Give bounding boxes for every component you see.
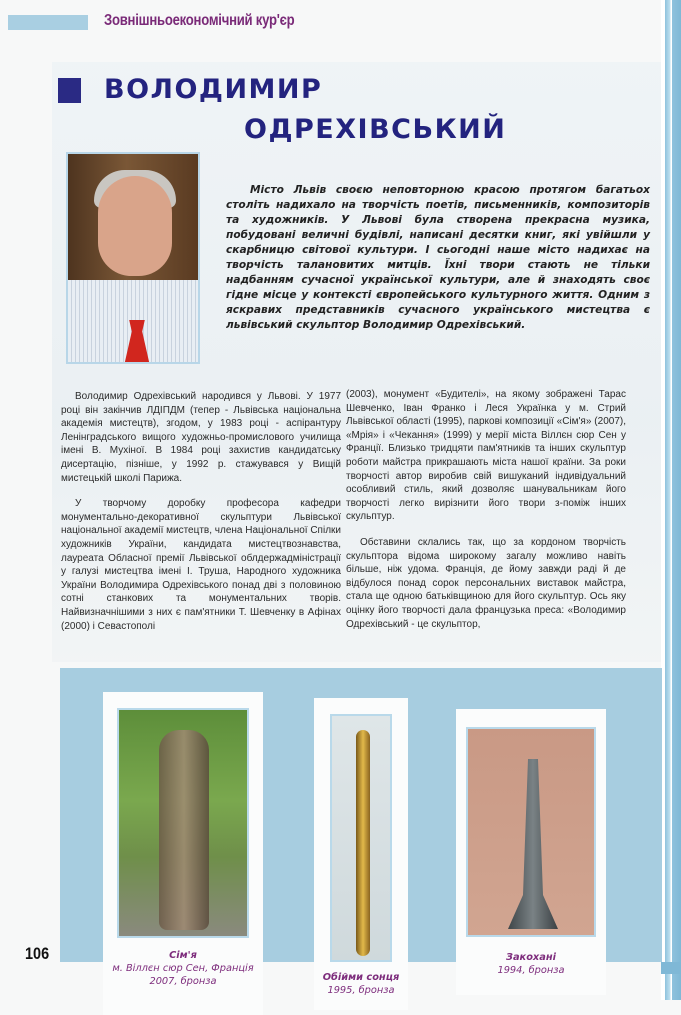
article-paragraph-2-part-2: (2003), монумент «Будителі», на якому зображені Тарас Шевченко, Іван Франко і Леся Українка у м. Стрий Львівської області (1995), паркові композиції «Сім'я» (2007), «Мрія» і «Чекання» (1999) у мерії міста Віллєн сюр Сен у Франції. Близько тридцяти пам'ятників та інших скульптур роботи майстра прикрашають міста нашої країни. За роки творчості автор виробив свій вишуканий індивідуальний особливий стиль, який дозволяє шанувальникам його творчості легко вирізнити його твори з-поміж інших скульптур. <box>346 389 626 523</box>
caption-year-material: 1994, бронза <box>497 965 565 976</box>
caption-year-material: 1995, бронза <box>327 985 395 996</box>
title-square-bullet <box>58 78 81 103</box>
article-column-left <box>61 390 341 645</box>
page-edge-stripe <box>661 0 681 1000</box>
gallery-caption <box>314 971 408 997</box>
article-paragraph-1: Володимир Одрехівський народився у Львові. У 1977 році він закінчив ЛДІПДМ (тепер - Львівська національна академія мистецтв), згодом, у 1983 році - аспірантуру Ленінградського вищого художньо-промислового училища імені В. Мухіної. В 1984 році захистив кандидатську дисертацію, пізніше, у 1992 р. стажувався у Вищій мистецькій школі Парижа. <box>61 391 341 484</box>
sculpture-shape <box>508 759 558 929</box>
gallery-card-sun-embrace <box>314 698 408 1010</box>
gallery-caption <box>103 949 263 988</box>
caption-title: Сім'я <box>169 950 197 961</box>
gallery-caption <box>456 951 606 977</box>
article-title-first-name: ВОЛОДИМИР <box>104 74 323 105</box>
sculpture-gallery <box>60 668 662 996</box>
sculpture-photo-sun-embrace <box>330 714 392 962</box>
article-title-last-name: ОДРЕХІВСЬКИЙ <box>244 114 507 145</box>
article-lead: Місто Львів своєю неповторною красою протягом багатьох століть надихало на творчість поетів, письменників, композиторів та художників. У Львові була створена прекрасна музика, побудовані величні будівлі, написані десятки книг, які увійшли у скарбницю світової культури. І сьогодні наше місто надихає на творчість талановитих митців. Їхні твори стають не тільки надбанням сучасної української культури, але й знаходять своє гідне місце у контексті європейського культурного життя. Одним з яскравих представників сучасного українського мистецтва є львівський скульптор Володимир Одрехівський. <box>226 184 650 331</box>
author-portrait-photo <box>66 152 200 364</box>
article-paragraph-2-part-1: У творчому доробку професора кафедри монументально-декоративної скульптури Львівської національної академії мистецтв, члена Національної Спілки художників України, кандидата мистецтвознавства, лауреата Обласної премії Львівської облдержадміністрації у галузі мистецтва імені І. Труша, Народного художника України Володимира Одрехівського понад дві з половиною сотні станкових та монументальних творів. Найвизначнішими з них є пам'ятники Т. Шевченку в Афінах (2000) і Севастополі <box>61 498 341 632</box>
sculpture-photo-lovers <box>466 727 596 937</box>
portrait-face <box>98 176 172 276</box>
gallery-card-family <box>103 692 263 1015</box>
caption-title: Обійми сонця <box>322 972 400 983</box>
header-color-band <box>8 15 88 30</box>
sculpture-shape <box>356 730 370 956</box>
sculpture-photo-family <box>117 708 249 938</box>
page-edge-block <box>661 962 681 974</box>
caption-title: Закохані <box>505 952 556 963</box>
page-number: 106 <box>25 944 50 963</box>
article-paragraph-3: Обставини склались так, що за кордоном творчість скульптора відома широкому загалу можливо навіть більше, ніж удома. Франція, де йому завжди раді й де відбулося понад сорок персональних виставок майстра, стала ще одною батьківщиною для його скульптур. Ось яку оцінку його творчості дала французька преса: «Володимир Одрехівський - це скульптор, <box>346 536 626 630</box>
gallery-card-lovers <box>456 709 606 995</box>
section-title: Зовнішньоекономічний кур'єр <box>104 12 295 29</box>
article-column-right <box>346 388 626 643</box>
caption-location: м. Віллєн сюр Сен, Франція <box>112 963 254 974</box>
sculpture-shape <box>159 730 209 930</box>
caption-year-material: 2007, бронза <box>149 976 217 987</box>
